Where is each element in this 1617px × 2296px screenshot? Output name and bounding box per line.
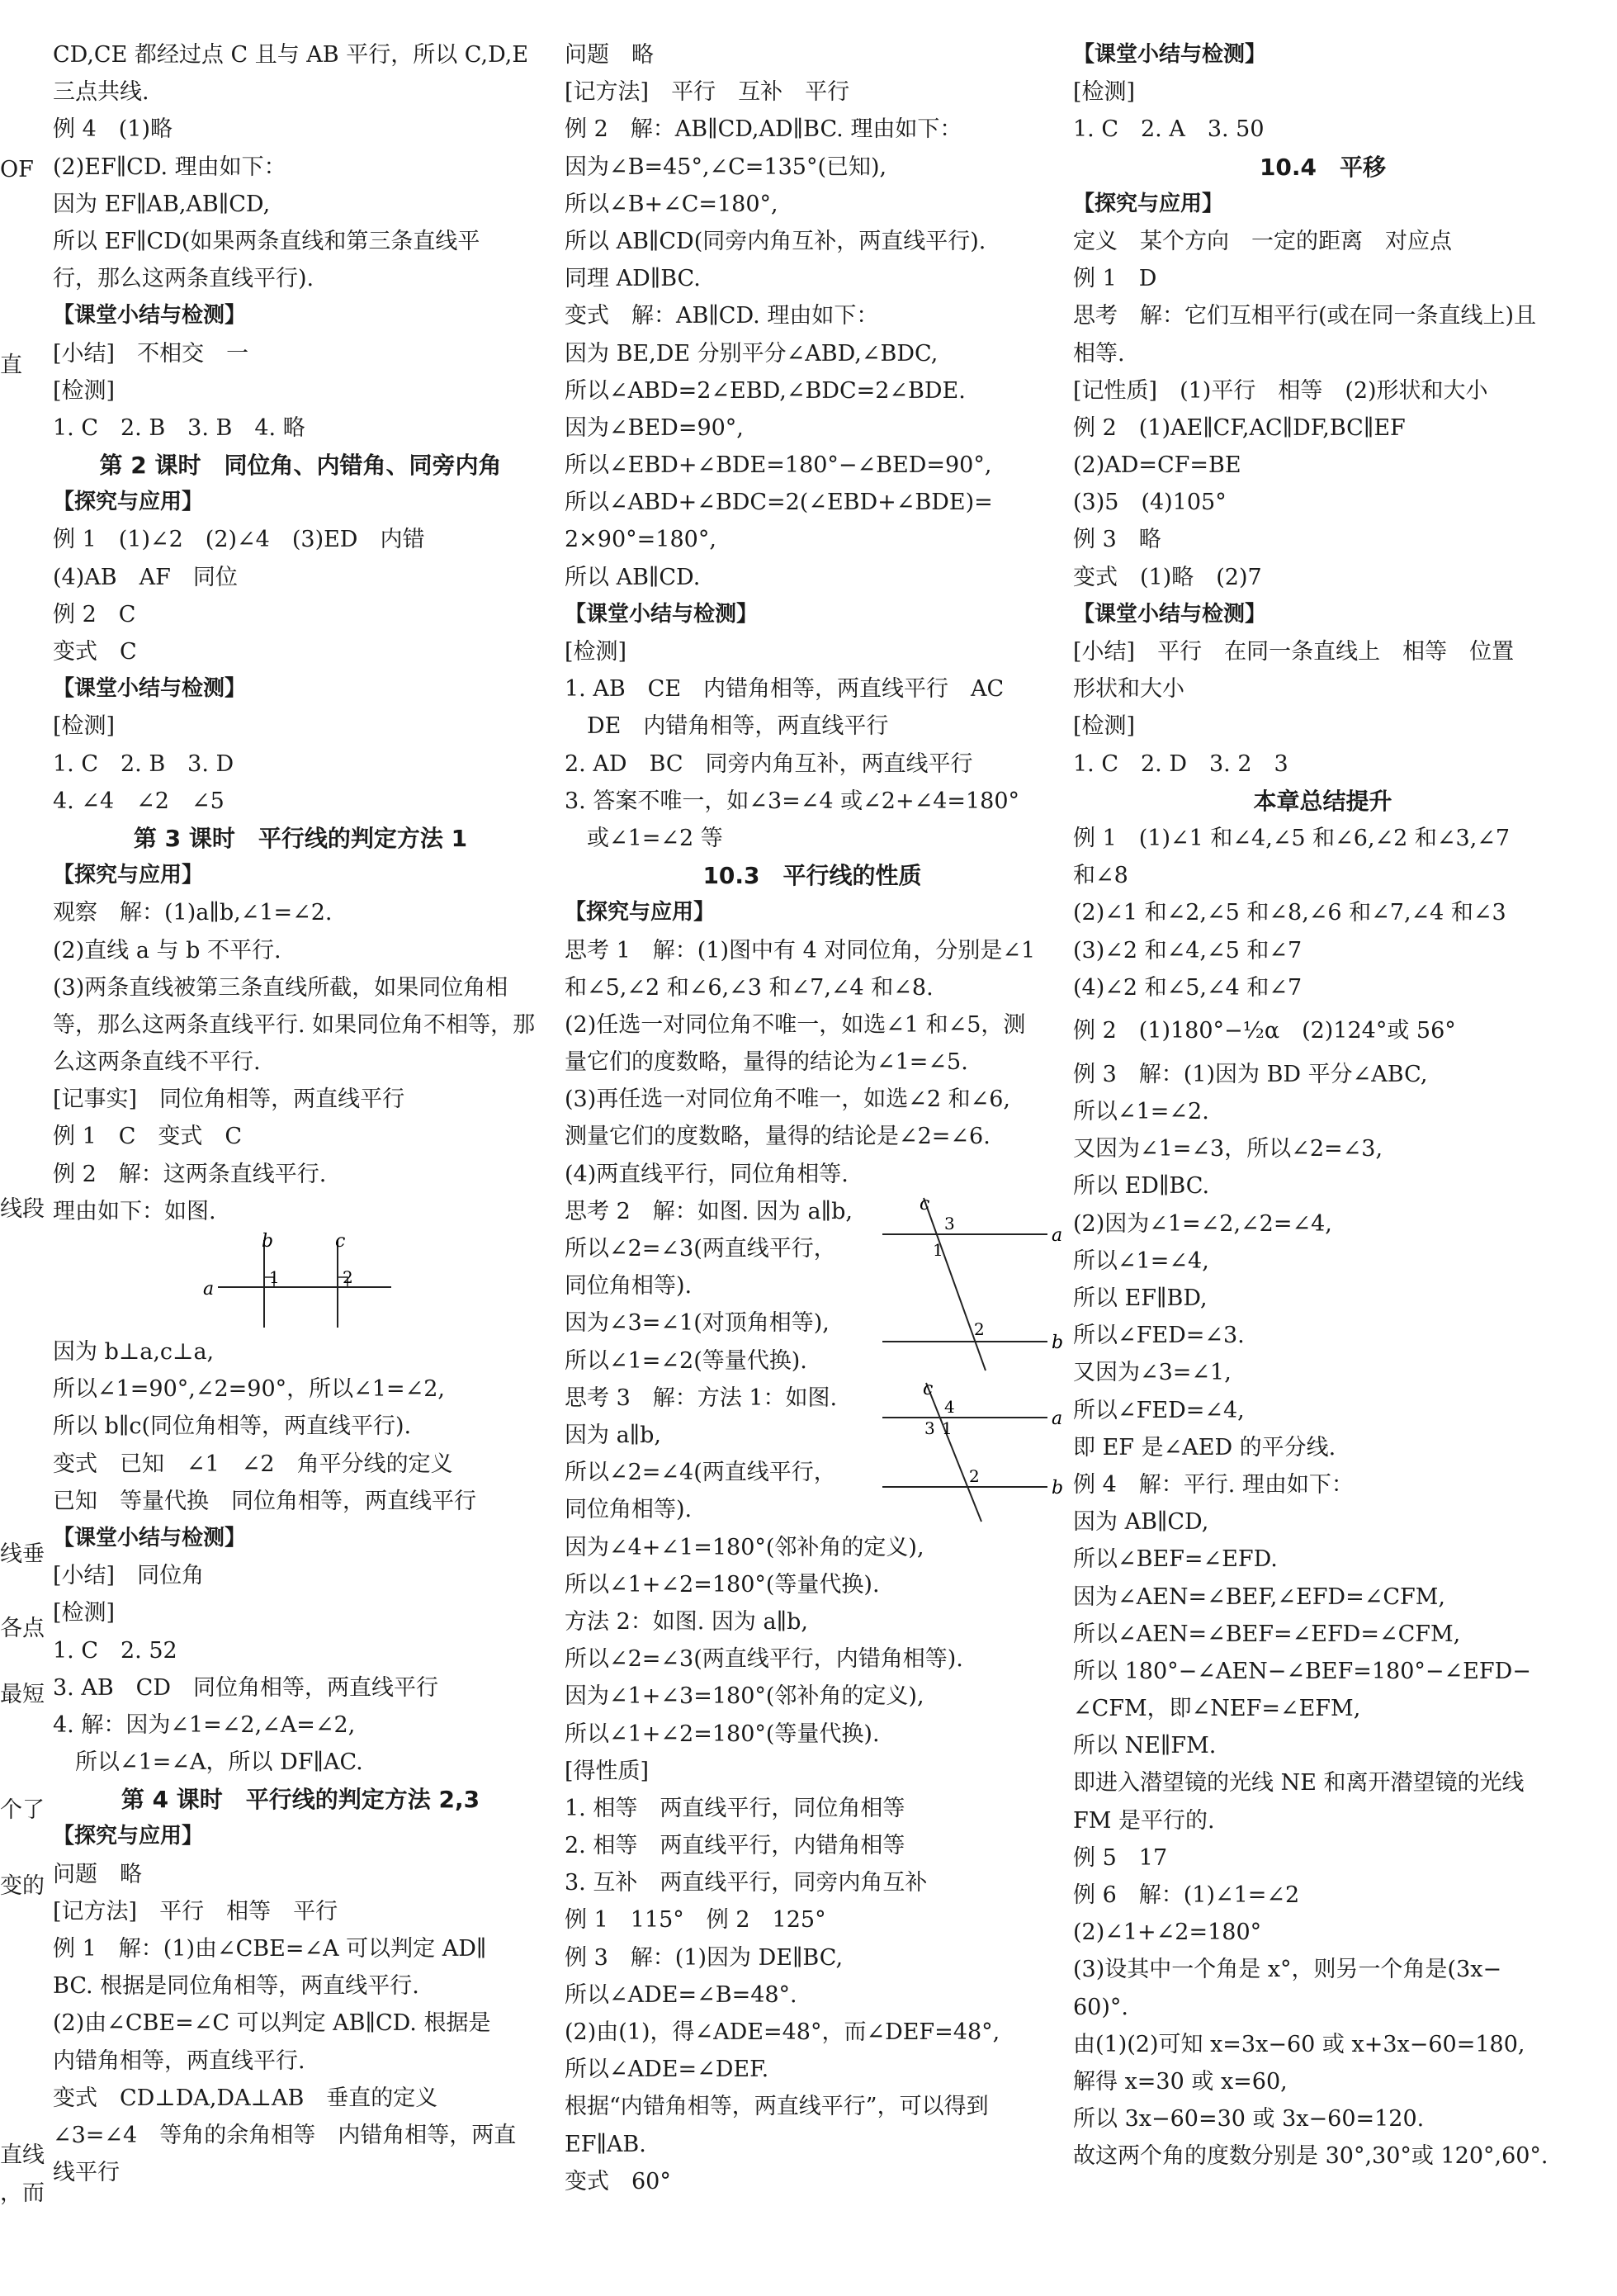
text-line: 行，那么这两条直线平行). <box>53 266 314 292</box>
text-line: 形状和大小 <box>1073 676 1184 703</box>
text-line: [检测] <box>53 377 116 404</box>
text-line: (2)EF∥CD. 理由如下： <box>53 154 286 180</box>
text-line: 所以 EF∥BD, <box>1073 1285 1208 1311</box>
text-line: 所以 AB∥CD. <box>565 564 701 590</box>
text-line: 同位角相等). <box>565 1497 693 1523</box>
text-line: (3)5 (4)105° <box>1073 490 1227 516</box>
text-line: 方法 2：如图. 因为 a∥b, <box>565 1608 808 1635</box>
label-c: c <box>923 1378 934 1399</box>
text-line: 所以∠1=∠2. <box>1073 1099 1209 1125</box>
text-line: (4)AB AF 同位 <box>53 564 238 590</box>
margin-fragment: 个了 <box>0 1797 45 1823</box>
text-line: 例 1 D <box>1073 266 1157 292</box>
text-line: 例 3 解：(1)因为 DE∥BC, <box>565 1944 844 1971</box>
label-c: c <box>920 1193 930 1214</box>
text-line: (2)∠1+∠2=180° <box>1073 1920 1262 1946</box>
margin-fragment: 线段 <box>0 1196 45 1222</box>
text-line: (2)因为∠1=∠2,∠2=∠4, <box>1073 1210 1332 1237</box>
text-line: 例 1 C 变式 C <box>53 1124 243 1150</box>
text-line: 例 3 略 <box>1073 527 1161 553</box>
text-line: ∠3=∠4 等角的余角相等 内错角相等，两直 <box>53 2122 517 2148</box>
text-line: 例 1 (1)∠2 (2)∠4 (3)ED 内错 <box>53 527 425 553</box>
think3-block <box>565 1378 1064 1529</box>
text-line: [记方法] 平行 互补 平行 <box>565 79 850 106</box>
text-line: 所以∠FED=∠3. <box>1073 1323 1245 1349</box>
text-line: 思考 1 解：(1)图中有 4 对同位角，分别是∠1 <box>565 937 1036 963</box>
section-label: 【课堂小结与检测】 <box>53 676 247 702</box>
margin-fragment: 变的 <box>0 1873 45 1899</box>
text-line: [检测] <box>53 713 116 740</box>
text-line: 例 2 (1)180°−½α (2)124°或 56° <box>1073 1017 1456 1044</box>
text-line: 变式 (1)略 (2)7 <box>1073 564 1262 590</box>
col3-section <box>1073 36 1572 2175</box>
margin-fragment: 直线 <box>0 2142 45 2168</box>
section-label: 【课堂小结与检测】 <box>565 601 759 627</box>
text-line: 所以 AB∥CD(同旁内角互补，两直线平行). <box>565 228 986 254</box>
text-line: 定义 某个方向 一定的距离 对应点 <box>1073 228 1452 254</box>
text-line: 变式 60° <box>565 2168 671 2194</box>
angle-2-label: 2 <box>974 1318 985 1339</box>
text-line: 因为∠3=∠1(对顶角相等), <box>565 1310 830 1337</box>
text-line: 因为 b⊥a,c⊥a, <box>53 1339 215 1365</box>
text-line: 所以∠FED=∠4, <box>1073 1397 1245 1423</box>
text-line: 因为 BE,DE 分别平分∠ABD,∠BDC, <box>565 340 939 367</box>
col2-section-b <box>565 1529 1060 2200</box>
text-line: 相等. <box>1073 340 1125 367</box>
label-b: b <box>1052 1332 1064 1353</box>
text-line: 么这两条直线不平行. <box>53 1049 261 1076</box>
section-label: 【探究与应用】 <box>53 1824 204 1849</box>
text-line: 根据“内错角相等，两直线平行”，可以得到 <box>565 2094 989 2120</box>
text-line: 同理 AD∥BC. <box>565 266 701 292</box>
text-line: (2)由(1)，得∠ADE=48°，而∠DEF=48°, <box>565 2019 1000 2046</box>
text-line: 理由如下：如图. <box>53 1198 216 1224</box>
text-line: 所以∠ABD+∠BDC=2(∠EBD+∠BDE)= <box>565 490 993 516</box>
text-line: 变式 C <box>53 639 137 665</box>
figure-think3 <box>565 1378 1064 1529</box>
text-line: 所以∠ADE=∠DEF. <box>565 2057 769 2083</box>
text-line: (3)设其中一个角是 x°，则另一个角是(3x− <box>1073 1957 1502 1983</box>
text-line: (2)由∠CBE=∠C 可以判定 AB∥CD. 根据是 <box>53 2010 491 2037</box>
text-line: 所以 ED∥BC. <box>1073 1173 1210 1200</box>
text-line: 思考 解：它们互相平行(或在同一条直线上)且 <box>1073 303 1537 329</box>
text-line: 已知 等量代换 同位角相等，两直线平行 <box>53 1488 476 1514</box>
text-line: ∠CFM，即∠NEF=∠EFM, <box>1073 1696 1361 1722</box>
text-line: 或∠1=∠2 等 <box>565 825 723 851</box>
text-line: 即进入潜望镜的光线 NE 和离开潜望镜的光线 <box>1073 1770 1525 1797</box>
text-line: (4)∠2 和∠5,∠4 和∠7 <box>1073 974 1303 1001</box>
text-line: 和∠5,∠2 和∠6,∠3 和∠7,∠4 和∠8. <box>565 974 934 1001</box>
section-heading: 10.3 平行线的性质 <box>702 862 922 890</box>
label-b: b <box>1052 1477 1064 1498</box>
text-line: 故这两个角的度数分别是 30°,30°或 120°,60°. <box>1073 2143 1548 2170</box>
text-line: (2)AD=CF=BE <box>1073 452 1241 479</box>
text-line: 例 4 (1)略 <box>53 116 173 143</box>
text-line: (4)两直线平行，同位角相等. <box>565 1161 849 1187</box>
text-line: (3)∠2 和∠4,∠5 和∠7 <box>1073 937 1303 963</box>
text-line: 思考 2 解：如图. 因为 a∥b, <box>565 1198 853 1224</box>
label-a: a <box>1052 1224 1063 1246</box>
figure-svg <box>53 1230 548 1333</box>
text-line: 例 6 解：(1)∠1=∠2 <box>1073 1882 1300 1908</box>
text-line: 例 5 17 <box>1073 1844 1168 1871</box>
angle-1-label: 1 <box>269 1267 280 1287</box>
text-line: 线平行 <box>53 2160 120 2186</box>
figure-think2 <box>565 1193 1064 1380</box>
text-line: 所以 NE∥FM. <box>1073 1733 1217 1759</box>
col1-section-a <box>53 36 548 1230</box>
text-line: 由(1)(2)可知 x=3x−60 或 x+3x−60=180, <box>1073 2031 1525 2057</box>
text-line: [记事实] 同位角相等，两直线平行 <box>53 1086 405 1113</box>
angle-1-label: 1 <box>933 1239 943 1260</box>
text-line: 3. 互补 两直线平行，同旁内角互补 <box>565 1870 928 1896</box>
label-a: a <box>203 1279 215 1299</box>
col2-section-a <box>565 36 1060 1193</box>
text-line: 例 1 115° 例 2 125° <box>565 1907 826 1934</box>
text-line: 量它们的度数略，量得的结论为∠1=∠5. <box>565 1049 968 1076</box>
text-line: 3. 答案不唯一，如∠3=∠4 或∠2+∠4=180° <box>565 788 1020 814</box>
margin-fragment: OF <box>0 157 34 182</box>
label-c: c <box>335 1231 346 1252</box>
label-b: b <box>262 1231 274 1252</box>
perpendicular-lines-figure <box>53 1230 548 1333</box>
text-line: CD,CE 都经过点 C 且与 AB 平行，所以 C,D,E <box>53 42 529 68</box>
text-line: 所以∠1=∠A，所以 DF∥AC. <box>53 1749 363 1776</box>
text-line: FM 是平行的. <box>1073 1807 1215 1834</box>
text-line: 等，那么这两条直线平行. 如果同位角不相等，那 <box>53 1011 536 1038</box>
text-line: 4. 解：因为∠1=∠2,∠A=∠2, <box>53 1711 356 1738</box>
angle-4-label: 4 <box>944 1396 955 1417</box>
text-line: 思考 3 解：方法 1：如图. <box>565 1385 838 1411</box>
text-line: 所以∠2=∠3(两直线平行，内错角相等). <box>565 1646 963 1673</box>
text-line: 1. AB CE 内错角相等，两直线平行 AC <box>565 676 1005 703</box>
text-line: 所以∠1=∠4, <box>1073 1247 1209 1274</box>
text-line: 因为 AB∥CD, <box>1073 1509 1209 1536</box>
angle-3-label: 3 <box>924 1418 935 1438</box>
text-line: 2×90°=180°, <box>565 527 716 553</box>
text-line: (2)直线 a 与 b 不平行. <box>53 937 281 963</box>
label-a: a <box>1052 1408 1063 1429</box>
text-line: 60)°. <box>1073 1994 1128 2020</box>
text-line: [检测] <box>1073 79 1136 106</box>
section-label: 【探究与应用】 <box>53 490 204 515</box>
text-line: 解得 x=30 或 x=60, <box>1073 2068 1288 2095</box>
text-line: 因为∠4+∠1=180°(邻补角的定义), <box>565 1534 924 1560</box>
text-line: 所以 b∥c(同位角相等，两直线平行). <box>53 1413 412 1440</box>
text-line: 所以∠1+∠2=180°(等量代换). <box>565 1571 880 1598</box>
text-line: [记性质] (1)平行 相等 (2)形状和大小 <box>1073 377 1488 404</box>
text-line: 内错角相等，两直线平行. <box>53 2047 305 2074</box>
text-line: 所以 3x−60=30 或 3x−60=120. <box>1073 2106 1425 2133</box>
text-line: 变式 解：AB∥CD. 理由如下： <box>565 303 879 329</box>
text-line: 因为∠AEN=∠BEF,∠EFD=∠CFM, <box>1073 1584 1445 1610</box>
margin-fragment: 最短 <box>0 1682 45 1707</box>
section-heading: 第 3 课时 平行线的判定方法 1 <box>133 824 468 852</box>
text-line: 和∠8 <box>1073 863 1128 889</box>
text-line: 因为∠1+∠3=180°(邻补角的定义), <box>565 1683 924 1710</box>
text-line: 同位角相等). <box>565 1273 693 1299</box>
text-line: 2. 相等 两直线平行，内错角相等 <box>565 1833 905 1859</box>
section-heading: 本章总结提升 <box>1253 787 1392 815</box>
text-line: [小结] 不相交 一 <box>53 340 249 367</box>
text-line: 1. C 2. 52 <box>53 1637 177 1664</box>
text-line: [得性质] <box>565 1758 650 1784</box>
text-line: 所以∠AEN=∠BEF=∠EFD=∠CFM, <box>1073 1621 1461 1647</box>
text-line: 又因为∠1=∠3，所以∠2=∠3, <box>1073 1136 1383 1162</box>
text-line: 所以∠2=∠4(两直线平行， <box>565 1460 836 1486</box>
text-line: 1. C 2. D 3. 2 3 <box>1073 750 1288 777</box>
section-label: 【探究与应用】 <box>565 900 716 926</box>
angle-1-label: 1 <box>942 1418 953 1438</box>
text-line: (3)再任选一对同位角不唯一，如选∠2 和∠6, <box>565 1086 1011 1113</box>
text-line: [小结] 同位角 <box>53 1563 205 1589</box>
text-line: 三点共线. <box>53 79 149 106</box>
text-line: DE 内错角相等，两直线平行 <box>565 713 889 740</box>
margin-fragment: 直 <box>0 353 22 378</box>
angle-2-label: 2 <box>343 1267 353 1287</box>
text-line: 例 2 解：这两条直线平行. <box>53 1161 327 1187</box>
text-line: 1. 相等 两直线平行，同位角相等 <box>565 1795 905 1821</box>
angle-2-label: 2 <box>969 1465 980 1486</box>
text-line: 所以∠1=90°,∠2=90°，所以∠1=∠2, <box>53 1376 445 1403</box>
text-line: 例 2 C <box>53 601 136 627</box>
text-line: 测量它们的度数略，量得的结论是∠2=∠6. <box>565 1124 991 1150</box>
text-line: 问题 略 <box>53 1861 142 1887</box>
text-line: 因为 EF∥AB,AB∥CD, <box>53 191 271 217</box>
section-label: 【课堂小结与检测】 <box>1073 601 1267 627</box>
text-line: 因为 a∥b, <box>565 1423 662 1448</box>
text-line: 1. C 2. B 3. D <box>53 750 234 777</box>
text-line: 因为∠BED=90°, <box>565 414 744 441</box>
text-line: 例 3 解：(1)因为 BD 平分∠ABC, <box>1073 1061 1428 1087</box>
text-line: 所以∠ABD=2∠EBD,∠BDC=2∠BDE. <box>565 377 966 404</box>
section-heading: 第 4 课时 平行线的判定方法 2,3 <box>121 1786 480 1814</box>
column-3 <box>1073 36 1572 2175</box>
text-line: 例 2 解：AB∥CD,AD∥BC. 理由如下： <box>565 116 962 143</box>
column-1 <box>53 36 548 2191</box>
section-label: 【课堂小结与检测】 <box>1073 42 1267 67</box>
text-line: 所以∠1+∠2=180°(等量代换). <box>565 1721 880 1747</box>
text-line: 所以∠2=∠3(两直线平行， <box>565 1236 836 1262</box>
text-line: 即 EF 是∠AED 的平分线. <box>1073 1434 1336 1460</box>
text-line: [记方法] 平行 相等 平行 <box>53 1898 338 1924</box>
text-line: 所以 EF∥CD(如果两条直线和第三条直线平 <box>53 228 480 254</box>
margin-fragment: 各点 <box>0 1616 45 1641</box>
text-line: 3. AB CD 同位角相等，两直线平行 <box>53 1674 438 1701</box>
text-line: 观察 解：(1)a∥b,∠1=∠2. <box>53 900 333 926</box>
text-line: 4. ∠4 ∠2 ∠5 <box>53 788 225 814</box>
section-label: 【课堂小结与检测】 <box>53 303 247 329</box>
text-line: 例 2 (1)AE∥CF,AC∥DF,BC∥EF <box>1073 414 1406 441</box>
text-line: 因为∠B=45°,∠C=135°(已知), <box>565 154 887 180</box>
section-heading: 10.4 平移 <box>1259 153 1387 181</box>
section-label: 【探究与应用】 <box>1073 191 1224 216</box>
margin-fragment: 线垂 <box>0 1541 45 1567</box>
text-line: 所以∠B+∠C=180°, <box>565 191 778 217</box>
text-line: EF∥AB. <box>565 2131 646 2157</box>
text-line: [检测] <box>565 639 627 665</box>
text-line: 例 1 解：(1)由∠CBE=∠A 可以判定 AD∥ <box>53 1936 487 1962</box>
text-line: 问题 略 <box>565 42 654 68</box>
text-line: 所以 180°−∠AEN−∠BEF=180°−∠EFD− <box>1073 1658 1531 1684</box>
text-line: 1. C 2. A 3. 50 <box>1073 116 1265 143</box>
text-line: 例 1 (1)∠1 和∠4,∠5 和∠6,∠2 和∠3,∠7 <box>1073 825 1511 851</box>
text-line: 所以∠ADE=∠B=48°. <box>565 1981 797 2008</box>
text-line: 例 4 解：平行. 理由如下： <box>1073 1471 1354 1498</box>
text-line: BC. 根据是同位角相等，两直线平行. <box>53 1973 419 2000</box>
margin-fragment: ，而 <box>0 2180 45 2206</box>
section-heading: 第 2 课时 同位角、内错角、同旁内角 <box>99 452 502 480</box>
text-line: [检测] <box>1073 713 1136 740</box>
column-2 <box>565 36 1064 2200</box>
text-line: (3)两条直线被第三条直线所截，如果同位角相 <box>53 974 508 1001</box>
section-label: 【课堂小结与检测】 <box>53 1525 247 1550</box>
think2-block <box>565 1193 1064 1380</box>
text-line: (2)∠1 和∠2,∠5 和∠8,∠6 和∠7,∠4 和∠3 <box>1073 900 1506 926</box>
text-line: 变式 已知 ∠1 ∠2 角平分线的定义 <box>53 1451 453 1477</box>
text-line: [检测] <box>53 1600 116 1626</box>
text-line: 所以∠BEF=∠EFD. <box>1073 1546 1278 1573</box>
text-line: 2. AD BC 同旁内角互补，两直线平行 <box>565 750 973 777</box>
text-line: (2)任选一对同位角不唯一，如选∠1 和∠5，测 <box>565 1011 1026 1038</box>
text-line: 所以∠1=∠2(等量代换). <box>565 1347 807 1374</box>
text-line: 变式 CD⊥DA,DA⊥AB 垂直的定义 <box>53 2085 438 2111</box>
text-line: [小结] 平行 在同一条直线上 相等 位置 <box>1073 639 1515 665</box>
text-line: 1. C 2. B 3. B 4. 略 <box>53 414 305 441</box>
section-label: 【探究与应用】 <box>53 863 204 888</box>
text-line: 所以∠EBD+∠BDE=180°−∠BED=90°, <box>565 452 992 479</box>
col1-section-b <box>53 1333 548 2191</box>
text-line: 又因为∠3=∠1, <box>1073 1360 1232 1386</box>
angle-3-label: 3 <box>944 1213 955 1233</box>
